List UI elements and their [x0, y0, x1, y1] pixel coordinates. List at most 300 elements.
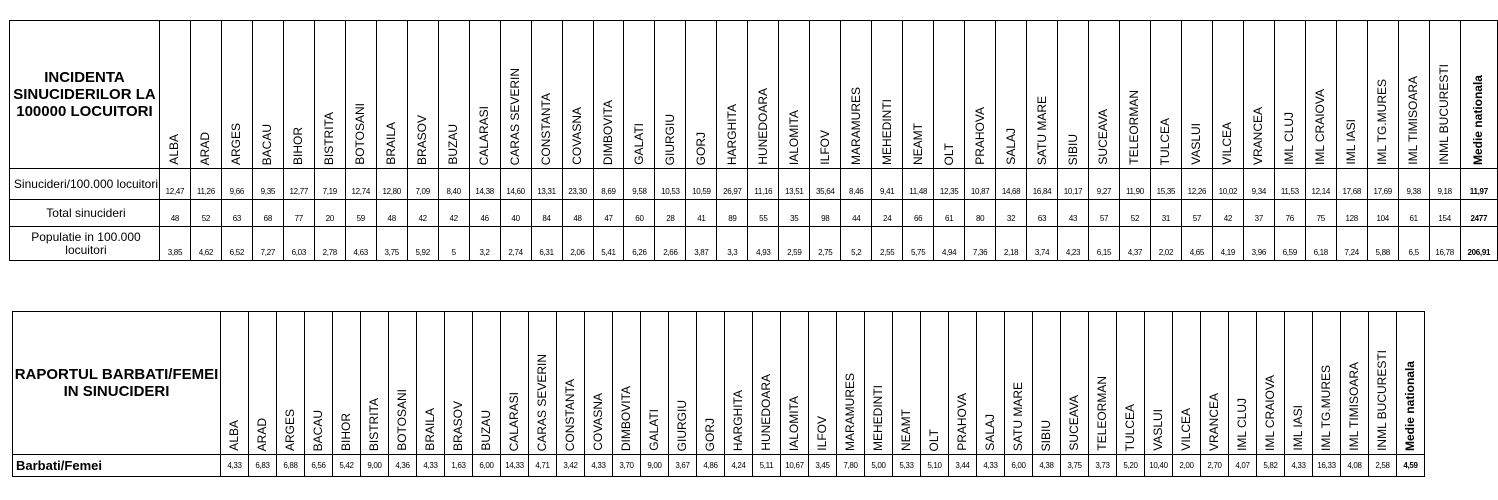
- table-cell: 2,74: [500, 227, 531, 261]
- table-cell: 47: [593, 200, 624, 227]
- table-cell: 9,38: [1398, 169, 1429, 200]
- table-cell: 3,44: [949, 455, 977, 477]
- column-header-label: SATU MARE: [1034, 95, 1049, 165]
- table-cell: 2,55: [872, 227, 903, 261]
- table-cell: 3,87: [686, 227, 717, 261]
- table-cell: 3,67: [669, 455, 697, 477]
- row-label: Sinucideri/100.000 locuitori: [10, 169, 160, 200]
- column-header: [717, 21, 748, 169]
- table-cell: 43: [1058, 200, 1089, 227]
- table-cell: 4,19: [1212, 227, 1243, 261]
- column-header-label: BOTOSANI: [395, 389, 409, 451]
- column-header-label: SUCEAVA: [1067, 395, 1081, 451]
- table-cell: 12,77: [283, 169, 314, 200]
- table-cell: 6,59: [1274, 227, 1305, 261]
- table-cell: 5,20: [1117, 455, 1145, 477]
- table-cell: 4,63: [345, 227, 376, 261]
- column-header: [252, 21, 283, 169]
- table-cell: 75: [1305, 200, 1336, 227]
- table-cell: 41: [686, 200, 717, 227]
- table-cell: 4,07: [1229, 455, 1257, 477]
- column-header-label: BRASOV: [451, 400, 465, 451]
- table-cell: 6,31: [531, 227, 562, 261]
- column-header: [865, 312, 893, 455]
- column-header: [469, 21, 500, 169]
- table-cell: 5,2: [841, 227, 872, 261]
- column-header: [159, 21, 190, 169]
- column-header: [753, 312, 781, 455]
- table-cell: 46: [469, 200, 500, 227]
- column-header: [1027, 21, 1058, 169]
- table-cell: 84: [531, 200, 562, 227]
- column-header: [810, 21, 841, 169]
- table-cell: 8,40: [438, 169, 469, 200]
- table-cell: 4,33: [977, 455, 1005, 477]
- table-cell: 12,35: [934, 169, 965, 200]
- column-header-label: Medie nationala: [1471, 74, 1486, 165]
- table-cell: 12,74: [345, 169, 376, 200]
- column-header-label: CARAS SEVERIN: [535, 353, 549, 451]
- table-cell: 2,06: [562, 227, 593, 261]
- table-cell: 42: [407, 200, 438, 227]
- table-cell: 42: [1212, 200, 1243, 227]
- column-header-label: MEHEDINTI: [871, 385, 885, 451]
- table-cell: 61: [934, 200, 965, 227]
- column-header: [872, 21, 903, 169]
- table-cell: 15,35: [1150, 169, 1181, 200]
- column-header-label: MARAMURES: [843, 372, 857, 451]
- column-header: [1005, 312, 1033, 455]
- column-header: [893, 312, 921, 455]
- column-header: [1285, 312, 1313, 455]
- column-header: [333, 312, 361, 455]
- column-header: [562, 21, 593, 169]
- table-cell: 4,71: [529, 455, 557, 477]
- table-cell: 5,42: [333, 455, 361, 477]
- column-header: [501, 312, 529, 455]
- suicide-incidence-table: [9, 20, 1498, 261]
- table-cell: 11,16: [748, 169, 779, 200]
- column-header: [781, 312, 809, 455]
- column-header-label: BRAILA: [423, 408, 437, 451]
- column-header-label: BRAILA: [384, 122, 399, 165]
- column-header: [1369, 312, 1397, 455]
- table-cell: 128: [1336, 200, 1367, 227]
- table-cell: 6,03: [283, 227, 314, 261]
- table-cell: 7,80: [837, 455, 865, 477]
- column-header-label: COVASNA: [570, 107, 585, 165]
- column-header-label: BOTOSANI: [353, 103, 368, 165]
- table-cell: 14,38: [469, 169, 500, 200]
- column-header: [557, 312, 585, 455]
- column-header-label: BUZAU: [479, 410, 493, 451]
- column-header: [585, 312, 613, 455]
- column-header-label: IML TG.MURES: [1319, 364, 1333, 451]
- column-header: [1058, 21, 1089, 169]
- column-header-label: IML CLUJ: [1235, 398, 1249, 451]
- table-cell: 4,33: [1285, 455, 1313, 477]
- column-header-label: GORJ: [693, 131, 708, 165]
- column-header-label: BACAU: [311, 409, 325, 451]
- table-cell: 2,58: [1369, 455, 1397, 477]
- table-cell: 11,53: [1274, 169, 1305, 200]
- column-header-label: ILFOV: [815, 416, 829, 451]
- table-cell: 9,18: [1429, 169, 1460, 200]
- column-header-label: CONSTANTA: [539, 92, 554, 165]
- column-header: [1201, 312, 1229, 455]
- column-header-label: IML CRAIOVA: [1313, 88, 1328, 165]
- table-cell: 28: [655, 200, 686, 227]
- column-header-label: SALAJ: [983, 414, 997, 451]
- row-label: Barbati/Femei: [13, 455, 221, 477]
- table-cell: 16,84: [1027, 169, 1058, 200]
- table-cell: 35: [779, 200, 810, 227]
- table-cell: 59: [345, 200, 376, 227]
- table-cell: 6,15: [1089, 227, 1120, 261]
- table-cell: 80: [965, 200, 996, 227]
- column-header-label: SIBIU: [1065, 133, 1080, 165]
- table-row: [10, 227, 1498, 261]
- table-cell: 5,10: [921, 455, 949, 477]
- column-header-label: IML IASI: [1344, 119, 1359, 165]
- column-header: [1089, 21, 1120, 169]
- column-header-label: ALBA: [227, 420, 241, 451]
- table-cell: 3,42: [557, 455, 585, 477]
- column-header: [624, 21, 655, 169]
- column-header: [1257, 312, 1285, 455]
- column-header: [1117, 312, 1145, 455]
- table-cell: 7,19: [314, 169, 345, 200]
- column-header: [1460, 21, 1497, 169]
- table-cell: 77: [283, 200, 314, 227]
- table-cell: 10,87: [965, 169, 996, 200]
- table-cell: 55: [748, 200, 779, 227]
- header-row: [10, 21, 1498, 169]
- table-cell: 3,73: [1089, 455, 1117, 477]
- male-female-ratio-table: [12, 311, 1425, 477]
- column-header-label: TULCEA: [1158, 117, 1173, 165]
- column-header-label: COVASNA: [591, 393, 605, 451]
- column-header-label: CALARASI: [477, 105, 492, 165]
- column-header-label: ILFOV: [817, 130, 832, 165]
- table-cell: 44: [841, 200, 872, 227]
- table-cell: 2,18: [996, 227, 1027, 261]
- table-cell: 13,51: [779, 169, 810, 200]
- header-row: [13, 312, 1425, 455]
- column-header: [1212, 21, 1243, 169]
- table-cell: 42: [438, 200, 469, 227]
- column-header-label: PRAHOVA: [955, 393, 969, 451]
- column-header-label: GIURGIU: [662, 113, 677, 165]
- column-header: [809, 312, 837, 455]
- table-cell: 6,18: [1305, 227, 1336, 261]
- table-cell: 13,31: [531, 169, 562, 200]
- table-cell: 63: [221, 200, 252, 227]
- column-header: [1398, 21, 1429, 169]
- column-header-label: BIHOR: [291, 126, 306, 165]
- column-header-label: ARGES: [283, 408, 297, 451]
- column-header-label: VASLUI: [1189, 123, 1204, 165]
- table-cell: 6,52: [221, 227, 252, 261]
- column-header: [841, 21, 872, 169]
- column-header: [697, 312, 725, 455]
- table-cell: 2,02: [1150, 227, 1181, 261]
- column-header: [389, 312, 417, 455]
- column-header: [531, 21, 562, 169]
- table-cell: 48: [562, 200, 593, 227]
- column-header-label: IML TG.MURES: [1375, 78, 1390, 165]
- column-header-label: BUZAU: [446, 124, 461, 165]
- column-header: [190, 21, 221, 169]
- table-cell: 10,59: [686, 169, 717, 200]
- column-header-label: IML TIMISOARA: [1406, 76, 1421, 165]
- column-header-label: NEAMT: [899, 409, 913, 451]
- table-cell: 5,33: [893, 455, 921, 477]
- column-header-label: VASLUI: [1151, 409, 1165, 451]
- column-header-label: GALATI: [631, 123, 646, 165]
- column-header-label: VRANCEA: [1251, 106, 1266, 165]
- row-label: Total sinucideri: [10, 200, 160, 227]
- table-cell: 10,17: [1058, 169, 1089, 200]
- table-cell: 4,86: [697, 455, 725, 477]
- table-cell: 48: [159, 200, 190, 227]
- column-header: [407, 21, 438, 169]
- table-cell: 35,64: [810, 169, 841, 200]
- column-header: [417, 312, 445, 455]
- column-header: [361, 312, 389, 455]
- column-header-label: BRASOV: [415, 114, 430, 165]
- table-cell: 4,37: [1119, 227, 1150, 261]
- table-row: [10, 200, 1498, 227]
- table-cell: 4,08: [1341, 455, 1369, 477]
- column-header-label: HARGHITA: [731, 389, 745, 451]
- table-cell: 6,88: [277, 455, 305, 477]
- table-cell: 5,75: [903, 227, 934, 261]
- column-header: [686, 21, 717, 169]
- column-header: [305, 312, 333, 455]
- table-cell: 10,67: [781, 455, 809, 477]
- column-header-label: CALARASI: [507, 391, 521, 451]
- column-header-label: DIMBOVITA: [600, 99, 615, 165]
- table-cell: 4,93: [748, 227, 779, 261]
- column-header-label: INML BUCURESTI: [1437, 64, 1452, 165]
- table-cell: 6,00: [473, 455, 501, 477]
- column-header: [1336, 21, 1367, 169]
- table-cell: 16,33: [1313, 455, 1341, 477]
- column-header-label: TELEORMAN: [1095, 376, 1109, 451]
- column-header: [438, 21, 469, 169]
- table-cell: 154: [1429, 200, 1460, 227]
- column-header: [779, 21, 810, 169]
- column-header-label: IML CLUJ: [1282, 112, 1297, 165]
- table-cell: 4,94: [934, 227, 965, 261]
- column-header: [934, 21, 965, 169]
- table-cell: 8,69: [593, 169, 624, 200]
- table-cell: 206,91: [1460, 227, 1497, 261]
- column-header: [277, 312, 305, 455]
- column-header: [1313, 312, 1341, 455]
- table-cell: 9,34: [1243, 169, 1274, 200]
- table-cell: 66: [903, 200, 934, 227]
- table-cell: 52: [1119, 200, 1150, 227]
- column-header: [996, 21, 1027, 169]
- column-header: [445, 312, 473, 455]
- table-cell: 3,85: [159, 227, 190, 261]
- table-cell: 14,33: [501, 455, 529, 477]
- table-cell: 2,75: [810, 227, 841, 261]
- column-header-label: SUCEAVA: [1096, 109, 1111, 165]
- column-header: [1119, 21, 1150, 169]
- table-cell: 2,66: [655, 227, 686, 261]
- table-cell: 3,75: [376, 227, 407, 261]
- column-header-label: MEHEDINTI: [879, 99, 894, 165]
- column-header: [1145, 312, 1173, 455]
- column-header-label: BACAU: [260, 123, 275, 165]
- column-header-label: ARAD: [198, 131, 213, 165]
- table-cell: 48: [376, 200, 407, 227]
- table-row: [10, 169, 1498, 200]
- table-cell: 4,24: [725, 455, 753, 477]
- column-header-label: ALBA: [167, 134, 182, 165]
- column-header: [1367, 21, 1398, 169]
- column-header: [641, 312, 669, 455]
- table-cell: 9,27: [1089, 169, 1120, 200]
- column-header-label: BIHOR: [339, 412, 353, 451]
- column-header-label: ARAD: [255, 417, 269, 451]
- table-cell: 98: [810, 200, 841, 227]
- column-header-label: SATU MARE: [1011, 381, 1025, 451]
- column-header-label: MARAMURES: [848, 86, 863, 165]
- table-cell: 9,00: [641, 455, 669, 477]
- table-cell: 4,38: [1033, 455, 1061, 477]
- table-cell: 3,70: [613, 455, 641, 477]
- column-header: [593, 21, 624, 169]
- column-header: [1150, 21, 1181, 169]
- column-header: [1173, 312, 1201, 455]
- table-cell: 8,46: [841, 169, 872, 200]
- table-cell: 6,5: [1398, 227, 1429, 261]
- column-header-label: NEAMT: [910, 123, 925, 165]
- column-header: [1305, 21, 1336, 169]
- table-cell: 57: [1089, 200, 1120, 227]
- column-header: [314, 21, 345, 169]
- table-cell: 52: [190, 200, 221, 227]
- table-cell: 5,92: [407, 227, 438, 261]
- column-header: [1089, 312, 1117, 455]
- table-cell: 14,60: [500, 169, 531, 200]
- table-cell: 4,36: [389, 455, 417, 477]
- table-cell: 5,88: [1367, 227, 1398, 261]
- table-cell: 11,97: [1460, 169, 1497, 200]
- column-header: [1341, 312, 1369, 455]
- table-cell: 4,33: [417, 455, 445, 477]
- column-header-label: HUNEDOARA: [755, 88, 770, 165]
- column-header-label: TULCEA: [1123, 403, 1137, 451]
- table-cell: 5: [438, 227, 469, 261]
- table-cell: 5,11: [753, 455, 781, 477]
- table-cell: 37: [1243, 200, 1274, 227]
- column-header-label: OLT: [941, 142, 956, 165]
- table-cell: 9,35: [252, 169, 283, 200]
- table-cell: 31: [1150, 200, 1181, 227]
- table-cell: 9,41: [872, 169, 903, 200]
- column-header-label: DIMBOVITA: [619, 385, 633, 451]
- table-cell: 10,40: [1145, 455, 1173, 477]
- table-cell: 3,2: [469, 227, 500, 261]
- table-cell: 14,68: [996, 169, 1027, 200]
- column-header-label: HUNEDOARA: [759, 374, 773, 451]
- table-cell: 3,45: [809, 455, 837, 477]
- column-header: [249, 312, 277, 455]
- table-cell: 32: [996, 200, 1027, 227]
- column-header: [345, 21, 376, 169]
- column-header-label: BISTRITA: [322, 111, 337, 165]
- column-header: [376, 21, 407, 169]
- table-title: RAPORTUL BARBATI/FEMEI IN SINUCIDERI: [13, 312, 221, 455]
- column-header: [669, 312, 697, 455]
- table-cell: 2,00: [1173, 455, 1201, 477]
- column-header: [903, 21, 934, 169]
- column-header-label: IML TIMISOARA: [1347, 362, 1361, 451]
- column-header-label: CONSTANTA: [563, 378, 577, 451]
- table-cell: 7,36: [965, 227, 996, 261]
- table-cell: 11,26: [190, 169, 221, 200]
- column-header-label: PRAHOVA: [972, 107, 987, 165]
- column-header-label: IALOMITA: [787, 395, 801, 451]
- table-cell: 23,30: [562, 169, 593, 200]
- table-cell: 6,56: [305, 455, 333, 477]
- column-header-label: SALAJ: [1003, 128, 1018, 165]
- table-cell: 20: [314, 200, 345, 227]
- column-header-label: OLT: [927, 428, 941, 451]
- column-header-label: CARAS SEVERIN: [508, 67, 523, 165]
- table-cell: 2,59: [779, 227, 810, 261]
- table-cell: 4,59: [1397, 455, 1425, 477]
- table-cell: 3,96: [1243, 227, 1274, 261]
- column-header: [748, 21, 779, 169]
- table-cell: 57: [1181, 200, 1212, 227]
- column-header: [1243, 21, 1274, 169]
- table-cell: 5,00: [865, 455, 893, 477]
- table-cell: 6,83: [249, 455, 277, 477]
- column-header: [613, 312, 641, 455]
- column-header: [283, 21, 314, 169]
- table-title: INCIDENTA SINUCIDERILOR LA 100000 LOCUITORI: [10, 21, 160, 169]
- table-cell: 68: [252, 200, 283, 227]
- table-cell: 60: [624, 200, 655, 227]
- column-header: [1429, 21, 1460, 169]
- column-header: [949, 312, 977, 455]
- table-cell: 9,66: [221, 169, 252, 200]
- table-cell: 40: [500, 200, 531, 227]
- column-header-label: HARGHITA: [724, 103, 739, 165]
- column-header: [977, 312, 1005, 455]
- table-cell: 12,47: [159, 169, 190, 200]
- table-cell: 4,65: [1181, 227, 1212, 261]
- column-header: [500, 21, 531, 169]
- table-cell: 16,78: [1429, 227, 1460, 261]
- table-cell: 3,3: [717, 227, 748, 261]
- table-cell: 17,68: [1336, 169, 1367, 200]
- table-cell: 6,00: [1005, 455, 1033, 477]
- column-header-label: IML CRAIOVA: [1263, 374, 1277, 451]
- column-header: [1181, 21, 1212, 169]
- table-cell: 1,63: [445, 455, 473, 477]
- row-label: Populatie in 100.000 locuitori: [10, 227, 160, 261]
- table-cell: 5,41: [593, 227, 624, 261]
- column-header: [725, 312, 753, 455]
- table-cell: 12,80: [376, 169, 407, 200]
